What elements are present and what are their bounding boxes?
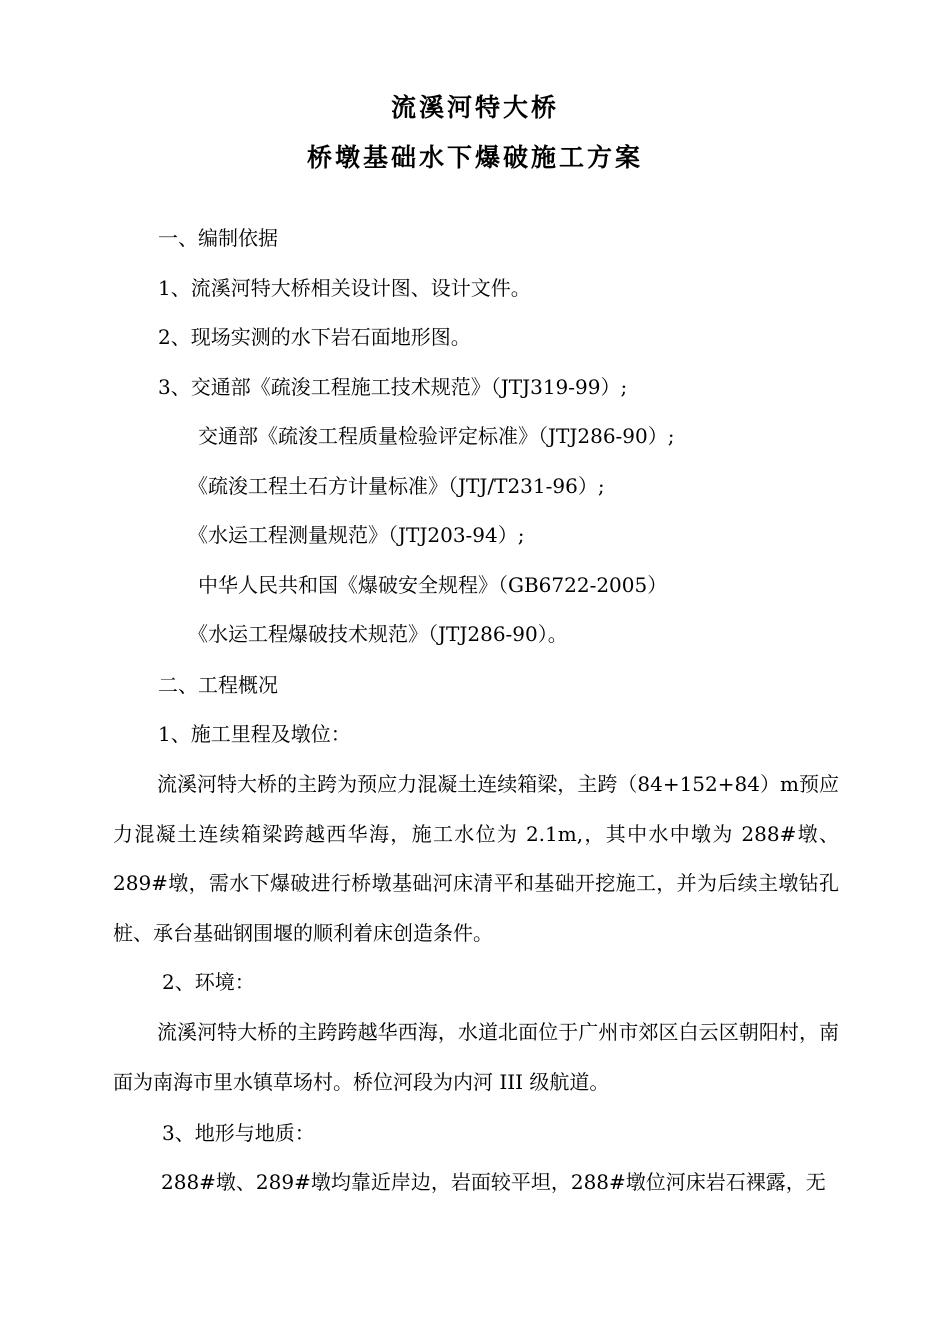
basis-item: 交通部《疏浚工程质量检验评定标准》（JTJ286-90）; <box>198 424 675 448</box>
paragraph-geology: 288#墩、289#墩均靠近岸边，岩面较平坦，288#墩位河床岩石裸露，无 <box>161 1170 826 1194</box>
basis-item: 《疏浚工程土石方计量标准》（JTJ/T231-96）; <box>188 474 605 498</box>
item-heading-environment: 2、环境： <box>162 970 255 994</box>
basis-item: 《水运工程爆破技术规范》（JTJ286-90）。 <box>188 622 568 646</box>
section-heading-overview: 二、工程概况 <box>158 673 278 697</box>
document-title: 流溪河特大桥 <box>390 93 559 122</box>
paragraph-environment: 流溪河特大桥的主跨跨越华西海，水道北面位于广州市郊区白云区朝阳村，南面为南海市里水镇草场村。桥位河段为内河 III 级航道。 <box>113 1020 839 1094</box>
basis-item: 《水运工程测量规范》（JTJ203-94）; <box>188 523 525 547</box>
basis-item: 3、交通部《疏浚工程施工技术规范》（JTJ319-99）; <box>158 375 628 399</box>
basis-item: 1、流溪河特大桥相关设计图、设计文件。 <box>158 276 531 300</box>
basis-item: 中华人民共和国《爆破安全规程》（GB6722-2005） <box>198 573 668 597</box>
section-heading-basis: 一、编制依据 <box>158 226 278 250</box>
paragraph-location: 流溪河特大桥的主跨为预应力混凝土连续箱梁，主跨（84+152+84）m预应力混凝土连续箱梁跨越西华海，施工水位为 2.1m,，其中水中墩为 288#墩、289#墩，需水下爆破进行桥墩基础河床清平和基础开挖施工，并为后续主墩钻孔桩、承台基础钢围堰的顺利着床创造条件。 <box>113 772 839 945</box>
item-heading-location: 1、施工里程及墩位： <box>158 722 351 746</box>
document-subtitle: 桥墩基础水下爆破施工方案 <box>306 143 643 172</box>
item-heading-geology: 3、地形与地质： <box>162 1121 315 1145</box>
basis-item: 2、现场实测的水下岩石面地形图。 <box>158 325 471 349</box>
